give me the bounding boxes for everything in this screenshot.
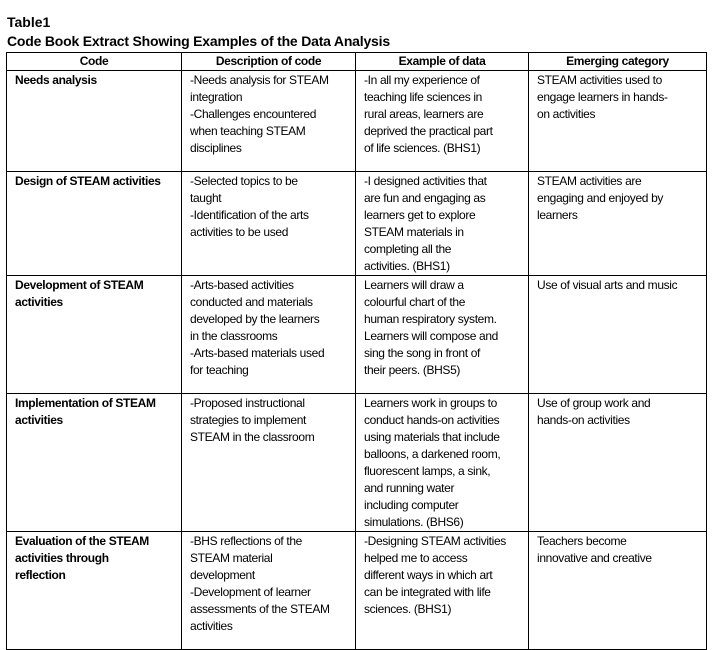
table-label: Table1 [7, 14, 51, 30]
cell-code: Implementation of STEAM activities [7, 394, 182, 532]
column-header-code: Code [7, 53, 182, 71]
cell-example: Learners work in groups to conduct hands-on activities using materials that include balloons, a darkened room, fluorescent lamps, a sink, and running water including computer simulations. (BHS6) [356, 394, 529, 532]
cell-example: -In all my experience of teaching life sciences in rural areas, learners are deprived the practical part of life sciences. (BHS1) [356, 71, 529, 172]
table-title: Code Book Extract Showing Examples of the Data Analysis [7, 33, 390, 49]
cell-example: -Designing STEAM activities helped me to access different ways in which art can be integrated with life sciences. (BHS1) [356, 532, 529, 650]
cell-code: Development of STEAM activities [7, 276, 182, 394]
cell-description: -Proposed instructional strategies to implement STEAM in the classroom [182, 394, 356, 532]
table-row [7, 394, 707, 532]
table-row [7, 71, 707, 172]
table-row [7, 276, 707, 394]
cell-description: -BHS reflections of the STEAM material development -Development of learner assessments of the STEAM activities [182, 532, 356, 650]
table-header-row [7, 53, 707, 71]
cell-example: -I designed activities that are fun and engaging as learners get to explore STEAM materials in completing all the activities. (BHS1) [356, 172, 529, 276]
cell-category: STEAM activities are engaging and enjoyed by learners [529, 172, 707, 276]
cell-code: Design of STEAM activities [7, 172, 182, 276]
column-header-category: Emerging category [529, 53, 707, 71]
cell-description: -Needs analysis for STEAM integration -Challenges encountered when teaching STEAM disciplines [182, 71, 356, 172]
column-header-description: Description of code [182, 53, 356, 71]
cell-description: -Arts-based activities conducted and materials developed by the learners in the classrooms -Arts-based materials used for teaching [182, 276, 356, 394]
cell-code: Needs analysis [7, 71, 182, 172]
cell-category: STEAM activities used to engage learners in hands- on activities [529, 71, 707, 172]
cell-category: Teachers become innovative and creative [529, 532, 707, 650]
cell-description: -Selected topics to be taught -Identification of the arts activities to be used [182, 172, 356, 276]
table-row [7, 172, 707, 276]
cell-category: Use of visual arts and music [529, 276, 707, 394]
code-book-table [6, 52, 707, 650]
column-header-example: Example of data [356, 53, 529, 71]
table-row [7, 532, 707, 650]
cell-category: Use of group work and hands-on activities [529, 394, 707, 532]
cell-example: Learners will draw a colourful chart of the human respiratory system. Learners will compose and sing the song in front of their peers. (BHS5) [356, 276, 529, 394]
cell-code: Evaluation of the STEAM activities through reflection [7, 532, 182, 650]
